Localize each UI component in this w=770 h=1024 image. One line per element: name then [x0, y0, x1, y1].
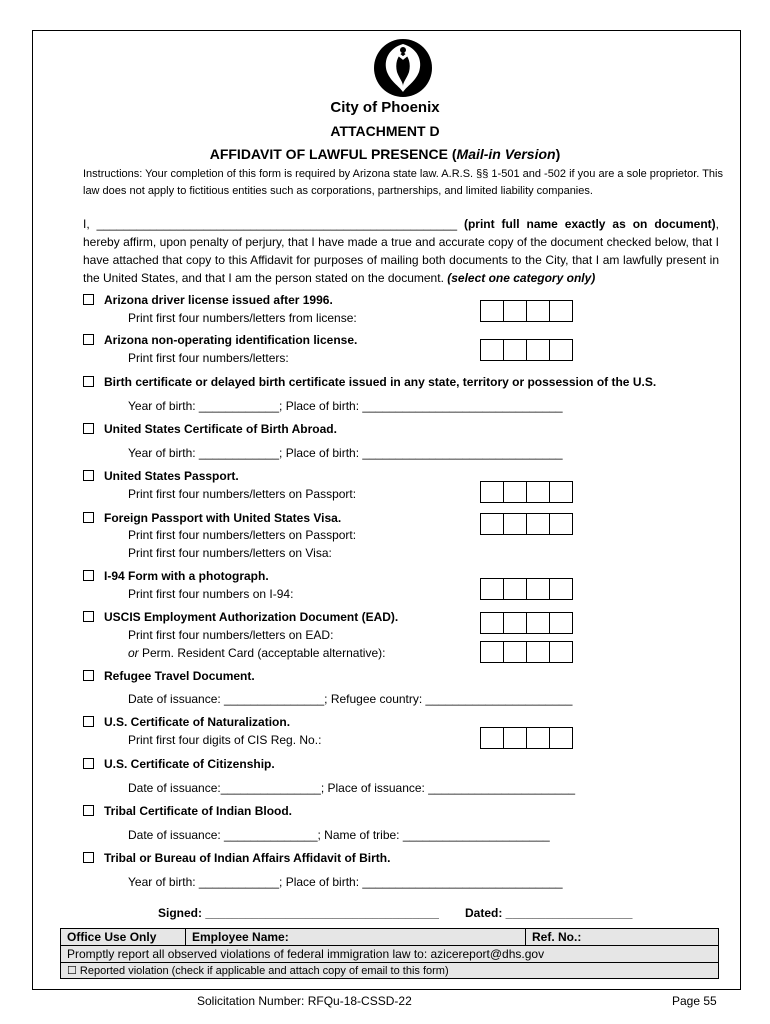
name-line[interactable]: I, ______________________________________________________: [83, 217, 457, 231]
document-option: [83, 333, 357, 347]
four-char-entry-boxes[interactable]: [480, 578, 573, 600]
option-detail[interactable]: Print first four numbers/letters on EAD:: [128, 628, 334, 642]
report-instruction: Promptly report all observed violations of federal immigration law to: azicereport@dhs.gov: [61, 946, 719, 963]
office-use-table: [60, 928, 719, 979]
document-option: [83, 669, 255, 683]
option-label: United States Certificate of Birth Abroad.: [104, 422, 337, 436]
option-detail[interactable]: Print first four numbers/letters from license:: [128, 311, 357, 325]
option-label: Tribal or Bureau of Indian Affairs Affidavit of Birth.: [104, 851, 391, 865]
document-option: [83, 610, 398, 624]
option-detail[interactable]: Date of issuance: _______________; Refugee country: ______________________: [128, 692, 573, 706]
document-option: [83, 469, 239, 483]
four-char-entry-boxes[interactable]: [480, 727, 573, 749]
option-label: U.S. Certificate of Naturalization.: [104, 715, 291, 729]
option-detail[interactable]: Year of birth: ____________; Place of birth: ______________________________: [128, 875, 563, 889]
employee-name-field[interactable]: Employee Name:: [186, 929, 526, 946]
attachment-title: ATTACHMENT D: [330, 123, 440, 139]
option-detail[interactable]: Print first four numbers/letters on Passport:: [128, 528, 357, 542]
document-option: [83, 757, 275, 771]
option-checkbox[interactable]: [83, 670, 94, 681]
four-char-entry-boxes[interactable]: [480, 513, 573, 535]
option-label: Refugee Travel Document.: [104, 669, 255, 683]
option-checkbox[interactable]: [83, 470, 94, 481]
option-label: Foreign Passport with United States Visa.: [104, 511, 342, 525]
option-detail[interactable]: Date of issuance:_______________; Place of issuance: ______________________: [128, 781, 576, 795]
document-option: [83, 511, 341, 525]
dated-line[interactable]: Dated: ___________________: [465, 906, 633, 920]
ref-no-field[interactable]: Ref. No.:: [526, 929, 719, 946]
option-checkbox[interactable]: [83, 423, 94, 434]
affirmation-paragraph: I, ______________________________________________________ (print full name exactly as on document), hereby affirm, upon penalty of perjury, that I have made a true and accurate copy of the document checked below, that I have attached that copy to this Affidavit for purposes of mailing both documents to the City, that I am lawfully present in the United States, and that I am the person stated on the document. (select one category only): [83, 217, 719, 285]
option-checkbox[interactable]: [83, 334, 94, 345]
document-option: [83, 715, 290, 729]
option-detail[interactable]: Year of birth: ____________; Place of birth: ______________________________: [128, 399, 563, 413]
option-checkbox[interactable]: [83, 758, 94, 769]
option-checkbox[interactable]: [83, 294, 94, 305]
signed-line[interactable]: Signed: ___________________________________: [158, 906, 439, 920]
solicitation-number: Solicitation Number: RFQu-18-CSSD-22: [197, 994, 412, 1008]
option-detail[interactable]: Date of issuance: ______________; Name of tribe: ______________________: [128, 828, 550, 842]
four-char-entry-boxes[interactable]: [480, 612, 573, 634]
city-title: City of Phoenix: [330, 99, 440, 116]
four-char-entry-boxes[interactable]: [480, 300, 573, 322]
instructions: Instructions: Your completion of this form is required by Arizona state law. A.R.S. §§ 1-501 and -502 if you are a sole proprietor. This law does not apply to fictitious entities such as corporations, partnerships, and limited liability companies.: [83, 168, 723, 197]
phoenix-logo: [369, 38, 437, 98]
option-detail[interactable]: Print first four numbers/letters:: [128, 351, 289, 365]
option-label: Arizona non-operating identification license.: [104, 333, 358, 347]
document-option: [83, 293, 333, 307]
document-option: [83, 422, 337, 436]
option-checkbox[interactable]: [83, 512, 94, 523]
form-title: AFFIDAVIT OF LAWFUL PRESENCE (Mail-in Version): [209, 146, 561, 162]
option-checkbox[interactable]: [83, 716, 94, 727]
option-label: USCIS Employment Authorization Document (EAD).: [104, 610, 399, 624]
office-use-label: Office Use Only: [61, 929, 186, 946]
document-option: [83, 569, 269, 583]
document-option: [83, 375, 656, 389]
option-label: Arizona driver license issued after 1996.: [104, 293, 333, 307]
document-option: [83, 851, 390, 865]
option-checkbox[interactable]: [83, 376, 94, 387]
option-checkbox[interactable]: [83, 570, 94, 581]
page-number: Page 55: [672, 994, 717, 1008]
option-detail[interactable]: Year of birth: ____________; Place of birth: ______________________________: [128, 446, 563, 460]
option-label: I-94 Form with a photograph.: [104, 569, 269, 583]
reported-violation-checkbox[interactable]: ☐ Reported violation (check if applicable and attach copy of email to this form): [61, 963, 719, 979]
option-label: United States Passport.: [104, 469, 239, 483]
four-char-entry-boxes[interactable]: [480, 339, 573, 361]
option-detail[interactable]: Print first four numbers/letters on Passport:: [128, 487, 357, 501]
option-detail[interactable]: Print first four numbers on I-94:: [128, 587, 294, 601]
option-label: Birth certificate or delayed birth certificate issued in any state, territory or possession of the U.S.: [104, 375, 657, 389]
option-label: U.S. Certificate of Citizenship.: [104, 757, 275, 771]
option-checkbox[interactable]: [83, 852, 94, 863]
option-detail[interactable]: Print first four digits of CIS Reg. No.:: [128, 733, 322, 747]
document-option: [83, 804, 292, 818]
option-detail-2[interactable]: or Perm. Resident Card (acceptable alternative):: [128, 646, 386, 660]
four-char-entry-boxes[interactable]: [480, 641, 573, 663]
option-checkbox[interactable]: [83, 611, 94, 622]
four-char-entry-boxes[interactable]: [480, 481, 573, 503]
option-checkbox[interactable]: [83, 805, 94, 816]
option-label: Tribal Certificate of Indian Blood.: [104, 804, 293, 818]
option-detail-2[interactable]: Print first four numbers/letters on Visa:: [128, 546, 332, 560]
